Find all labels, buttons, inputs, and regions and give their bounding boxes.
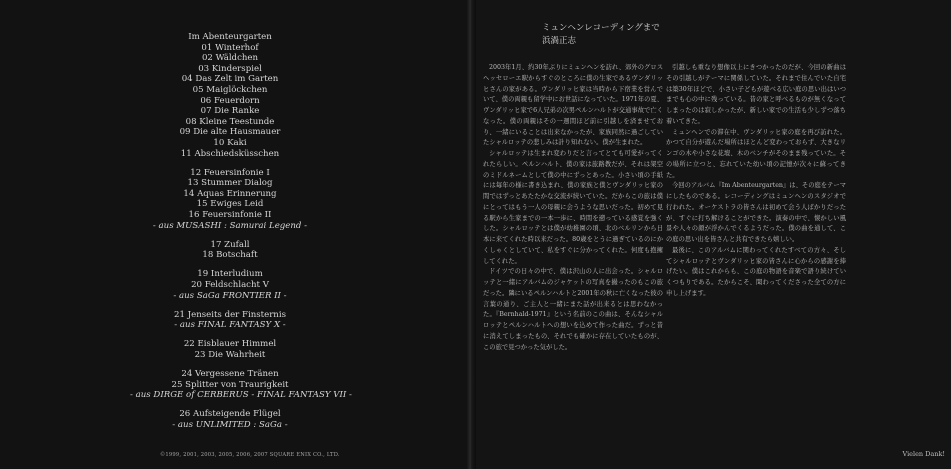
essay-author: 浜渦正志 — [542, 36, 577, 46]
track-title: 12 Feuersinfonie I — [190, 167, 270, 178]
right-page — [476, 0, 951, 469]
track-title: 21 Jenseits der Finsternis — [174, 309, 286, 320]
track-title: 16 Feuersinfonie II — [188, 210, 272, 220]
track-group — [130, 310, 330, 331]
track-group — [130, 32, 330, 159]
track-title: 04 Das Zelt im Garten — [181, 74, 279, 85]
essay-paragraph: 2003年1月、約30年ぶりにミュンヘンを訪れ、郊外のグロスヘッセローエ駅からすぐのところに僕の生家であるヴンダリッヒさんの家がある。ヴンダリッヒ家は当時から下宿業を営んでいて、僕の両親も留学中にお世話になっていた。1971年の夏、ヴンダリッヒ家で6人兄弟の次男ペルンハルトが交通事故で亡くなった。僕の両親はその一週間ほど前に引越しを済ませており、一緒にいることは出来なかったが、家族同然に過ごしていたシャルロッテの悲しみは計り知れない。僕が生まれた。 — [483, 64, 663, 147]
essay-column-left — [483, 63, 663, 353]
track-group — [130, 168, 330, 232]
essay-paragraph: 最後に、このアルバムに関わってくれたすべての方々、そしてシャルロッテとヴンダリッヒ家の皆さんに心からの感謝を捧げたい。僕はこれからも、この庭の物語を音楽で語り続けていくつもりである。たからこそ、聞わってくださった全ての方に申し上げます。 — [666, 246, 846, 297]
booklet-gutter — [466, 0, 476, 469]
essay-column-right — [666, 63, 846, 300]
track-group — [130, 269, 330, 301]
track-title: 10 Kaki — [213, 137, 247, 148]
essay-paragraph: シャルロッテは生まれ変わりだと言ってとても可愛がってくれたらしい。ペルンハルト、僕の家は旅路教だが、それは架空のミドルネームとして僕の中にずっとあった。小さい頃の手紙には毎年の様に書き込まれ、僕の家族と僕とヴンダリッヒ家の間ではずっとあたたかな交流が続いていた。だからこの旅は僕にとってはもう一人の母親に会うような思いだった。初めて見る駅から生家までの一本一歩に、時間を遡っている感覚を強くした。シャルロッテとは僕が幼稚園の頃、北のベルリンから日本に来てくれた時以来だった。80歳をとうに過ぎているのにかくしゃくとしていて、私をすぐに分かってくれた。何度も抱擁してくれた。 — [483, 150, 663, 265]
track-title: 09 Die alte Hausmauer — [179, 127, 281, 138]
track-group — [130, 409, 330, 430]
source-game-label: - aus UNLIMITED : SaGa - — [172, 419, 288, 430]
tracklist — [130, 32, 352, 439]
essay-paragraph: 引越しも重なり想像以上にきつかったのだが、今回の新曲はその引越しがテーマに関係していた。それまで住んでいた自宅は築30年ほどで、小さい子どもが遊べる広い庭の思い出はいつまでも心の中に残っている。昔の家と呼べるものが無くなってしまったのは寂しかったが、新しい家での生活も少しずつ落ち着いてきた。 — [666, 64, 846, 125]
track-title: 03 Kinderspiel — [198, 63, 262, 74]
track-title: 07 Die Ranke — [200, 106, 260, 117]
source-game-label: - aus DIRGE of CERBERUS - FINAL FANTASY VII - — [130, 390, 352, 401]
track-title: 06 Feuerdorn — [200, 95, 260, 106]
track-title: 19 Interludium — [197, 269, 263, 280]
track-title: 14 Aquas Erinnerung — [183, 188, 277, 199]
track-title: 13 Stummer Dialog — [187, 178, 273, 189]
source-game-label: - aus FINAL FANTASY X - — [174, 320, 286, 331]
track-title: 01 Winterhof — [201, 42, 259, 53]
track-title: 23 Die Wahrheit — [194, 349, 266, 360]
track-title: 22 Eisblauer Himmel — [183, 339, 277, 350]
track-title: 05 Maiglöckchen — [192, 84, 268, 95]
essay-paragraph: ドイツでの日々の中で、僕は沢山の人に出会った。シャルロッテと一緒にアルバムのジャケットの写真を撮ったのもこの旅だった。隣にいるペルンハルトと2001年の秋に亡くなった彼の言葉の通り、ご主人と一緒にまた話が出来るとは思わなかった。『Bernhald-1971』という名前のこの曲は、そんなシャルロッテとペルンハルトへの想いを込めて作った曲だ。ずっと昔に消えてしまったもの、それでも確かに存在していたものが、この旅で見つかった気がした。 — [483, 268, 663, 351]
source-game-label: - aus MUSASHI : Samurai Legend - — [152, 220, 308, 231]
essay-title: ミュンヘンレコーディングまで — [542, 23, 660, 33]
track-title: 02 Wäldchen — [201, 53, 259, 64]
track-title: 24 Vergessene Tränen — [181, 369, 279, 380]
essay-paragraph: 今回のアルバム『Im Abenteurgarten』は、その庭をテーマにしたものである。レコーディングはミュンヘンのスタジオで行われた。オーケストラの皆さんは初めて会う人ばかりだったが、すぐに打ち解けることができた。演奏の中で、懐かしい風景や人々の顔が浮かんでくるようだった。僕の曲を通して、この庭の思い出を皆さんと共有できたら嬉しい。 — [666, 182, 846, 243]
track-title: Im Abenteurgarten — [188, 32, 272, 42]
track-title: 08 Kleine Teestunde — [185, 116, 275, 127]
track-group — [130, 339, 330, 360]
track-title: 26 Aufsteigende Flügel — [179, 409, 281, 420]
track-title: 25 Splitter von Traurigkeit — [171, 379, 289, 390]
track-group — [130, 240, 330, 261]
left-page — [0, 0, 470, 469]
essay-paragraph: ミュンヘンでの滞在中、ヴンダリッヒ家の庭を再び訪れた。かつて自分が遊んだ場所はほとんど変わっておらず、大きなリンゴの木や小さな花壇、木のベンチがそのまま残っていた。その場所に立つと、忘れていた幼い頃の記憶が次々に蘇ってきた。 — [666, 128, 846, 179]
track-title: 11 Abschiedsküsschen — [180, 148, 280, 159]
track-title: 15 Ewiges Leid — [196, 199, 264, 210]
track-group — [130, 369, 352, 401]
copyright-notice: ©1999, 2001, 2003, 2005, 2006, 2007 SQUARE ENIX CO., LTD. — [160, 452, 340, 458]
source-game-label: - aus SaGa FRONTIER II - — [173, 290, 287, 301]
track-title: 17 Zufall — [210, 239, 250, 250]
track-title: 20 Feldschlacht V — [191, 279, 269, 290]
track-title: 18 Botschaft — [202, 250, 258, 261]
signature: Vielen Dank! — [902, 450, 945, 458]
